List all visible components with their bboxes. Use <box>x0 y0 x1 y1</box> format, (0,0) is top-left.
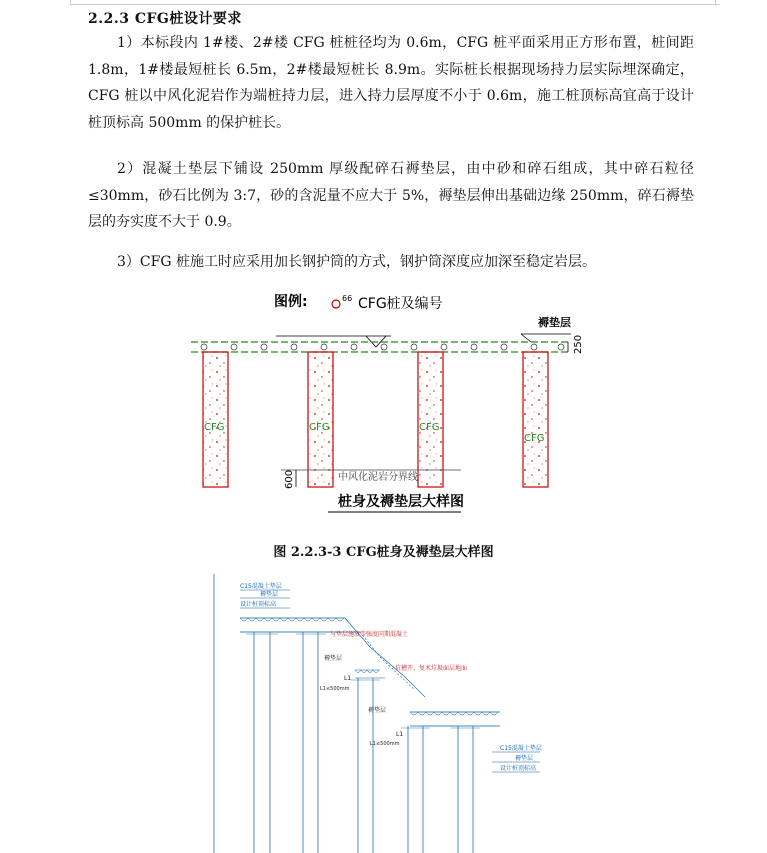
paragraph-1 <box>88 30 694 136</box>
cfg-pile-4 <box>523 352 548 487</box>
bottom-dim: 600 <box>284 469 295 489</box>
pile-label-3: CFG <box>419 422 440 433</box>
cushion-label: 褥垫层 <box>538 316 571 329</box>
bottom-label-2: 褥垫层 <box>515 755 534 762</box>
top-label-2: 褥垫层 <box>260 591 279 598</box>
paragraph-2-text: 2）混凝土垫层下铺设 250mm 厚级配碎石褥垫层，由中砂和碎石组成，其中碎石粒径≤30mm，砂石比例为 3:7，砂的含泥量不应大于 5%，褥垫层伸出基础边缘 250mm，碎石褥垫层的夯实度不大于 0.9。 <box>88 161 694 230</box>
cfg-pile-1 <box>203 352 228 487</box>
page-frame-top <box>0 0 767 6</box>
figure1-title: 桩身及褥垫层大样图 <box>338 494 464 510</box>
frame-corner-right <box>715 0 716 6</box>
cushion-gravel <box>201 344 564 350</box>
pile-label-4: CFG <box>524 433 545 444</box>
paragraph-3 <box>88 249 694 276</box>
cushion-dim: 250 <box>573 334 584 354</box>
upper-slab <box>240 618 360 632</box>
l1-label-2: L1 <box>396 731 404 738</box>
figure-caption: 图 2.2.3-3 CFG桩身及褥垫层大样图 <box>273 545 494 560</box>
cfg-pile-2 <box>308 352 333 487</box>
pile-label-2: CFG <box>309 422 330 433</box>
legend-label: 图例: <box>274 294 308 310</box>
l1-note-b: L1≤500mm <box>370 741 400 747</box>
frame-line <box>70 4 720 5</box>
l1-note-a: L1≤500mm <box>320 686 350 692</box>
legend-text: CFG桩及编号 <box>358 296 443 312</box>
l1-label-1: L1 <box>344 675 352 682</box>
section-heading: 2.2.3 CFG桩设计要求 <box>88 11 242 27</box>
top-label-3: 设计桩顶标高 <box>240 601 277 608</box>
paragraph-2 <box>88 156 694 236</box>
paragraph-3-text: 3）CFG 桩施工时应采用加长钢护筒的方式，钢护筒深度应加深至稳定岩层。 <box>117 254 596 270</box>
bottom-label-3: 设计桩顶标高 <box>500 765 537 772</box>
pile-label-1: CFG <box>204 422 225 433</box>
frame-corner-left <box>70 0 71 6</box>
paragraph-1-text: 1）本标段内 1#楼、2#楼 CFG 桩桩径均为 0.6m，CFG 桩平面采用正方形布置，桩间距 1.8m，1#楼最短桩长 6.5m，2#楼最短桩长 8.9m。实际桩长根据现场持力层实际埋深确定，CFG 桩以中风化泥岩作为端桩持力层，进入持力层厚度不小于 0.6m，施工桩顶标高宜高于设计桩顶标高 500mm 的保护桩长。 <box>88 35 694 131</box>
note-top: 与垫层施放等强度同期混凝土 <box>330 631 409 638</box>
legend-pile-symbol <box>332 300 340 308</box>
bottom-label-1: C15混凝土垫层 <box>500 745 542 752</box>
note-mid: 坑槽开、复术垃圾面层地面 <box>395 665 468 672</box>
cfg-pile-3 <box>418 352 443 487</box>
stepped-pile-drawing <box>210 572 560 853</box>
top-label-1: C15混凝土垫层 <box>240 583 282 590</box>
pile-detail-figure <box>186 284 586 519</box>
rock-line-label: 中风化泥岩分界线 <box>338 472 418 483</box>
middle-slab <box>355 670 385 678</box>
cushion-label-b: 褥垫层 <box>368 707 387 714</box>
legend-number: 66 <box>342 294 353 303</box>
cushion-label-a: 褥垫层 <box>324 655 343 662</box>
lower-slab <box>410 712 500 726</box>
